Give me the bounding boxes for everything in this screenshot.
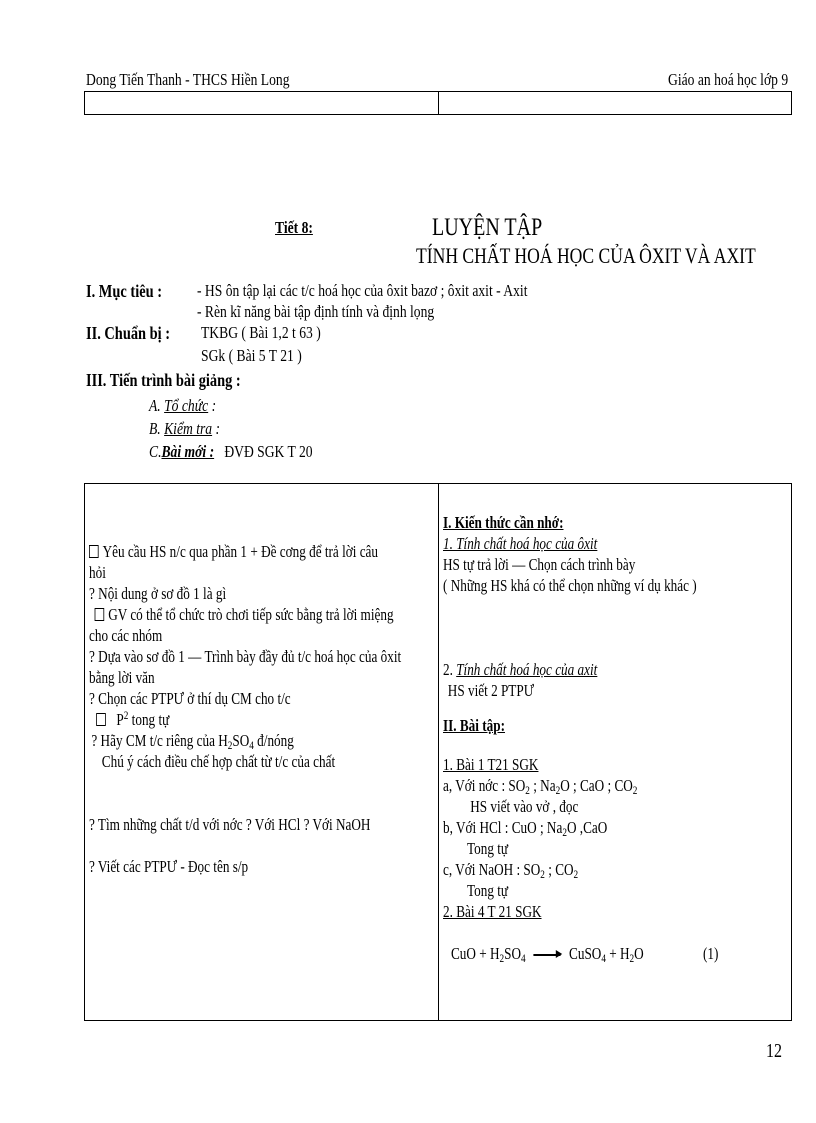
objectives-line-1: - HS ôn tập lại các t/c hoá học của ôxit bazơ ; ôxit axit - Axit	[197, 281, 528, 300]
right-line: 2. Tính chất hoá học của axit	[443, 660, 598, 679]
left-line: GV có thể tổ chức trò chơi tiếp sức bằng trả lời miệng	[89, 604, 401, 625]
right-heading-knowledge: I. Kiến thức cần nhớ:	[443, 513, 564, 532]
prep-line-1: TKBG ( Bài 1,2 t 63 )	[201, 323, 321, 342]
header-subject: Giáo an hoá học lớp 9	[667, 70, 788, 89]
left-line: Chú ý cách điều chế hợp chất từ t/c của chất	[101, 752, 336, 771]
arrow-right-icon	[534, 954, 561, 956]
header-author: Dong Tiến Thanh - THCS Hiền Long	[86, 70, 290, 89]
left-line: ? Dựa vào sơ đồ 1 — Trình bày đầy đủ t/c hoá học của ôxit	[89, 647, 402, 666]
process-item-c: C.Bài mới : ĐVĐ SGK T 20	[149, 442, 313, 461]
left-line: ? Tìm những chất t/d với nớc ? Với HCl ? Với NaOH	[89, 815, 371, 834]
page-subtitle: TÍNH CHẤT HOÁ HỌC CỦA ÔXIT VÀ AXIT	[416, 243, 756, 268]
equation-line: CuO + $H_2SO_4$ CuSO$_4$ + $H_2O$ (1)	[451, 944, 719, 965]
prep-line-2: SGk ( Bài 5 T 21 )	[201, 346, 302, 365]
left-line: hỏi	[89, 563, 106, 582]
right-line: Tong tự	[467, 839, 509, 858]
right-line: HS viết 2 PTPƯ	[447, 681, 534, 700]
right-line: b, Với HCl : CuO ; $Na_2O$ ,CaO	[443, 818, 608, 839]
left-line: bằng lời văn	[89, 668, 155, 687]
left-line: cho các nhóm	[89, 626, 163, 645]
right-line: 2. Bài 4 T 21 SGK	[443, 902, 542, 921]
right-column	[443, 512, 718, 964]
right-heading-exercises: II. Bài tập:	[443, 716, 505, 735]
checkbox-icon	[96, 713, 106, 726]
page-number: 12	[766, 1040, 782, 1062]
page-title: LUYỆN TẬP	[432, 214, 543, 241]
left-line: ? Chọn các PTPƯ ở thí dụ CM cho t/c	[89, 689, 291, 708]
right-line: HS tự trả lời — Chọn cách trình bày	[443, 555, 636, 574]
checkbox-icon	[89, 545, 99, 558]
left-column	[89, 541, 401, 877]
right-line: c, Với NaOH : $SO_2$ ; $CO_2$	[443, 860, 579, 881]
right-line: Tong tự	[467, 881, 509, 900]
right-line: a, Với nớc : $SO_2$ ; $Na_2O$ ; CaO ; $CO_2$	[443, 776, 638, 797]
left-line: ? Hãy CM t/c riêng của $H_2SO_4$ đ/nóng	[91, 731, 294, 752]
objectives-line-2: - Rèn kĩ năng bài tập định tính và định lọng	[197, 302, 435, 321]
header-table	[84, 91, 792, 115]
process-label: III. Tiến trình bài giảng :	[86, 370, 241, 390]
right-line: HS viết vào vở , đọc	[470, 797, 579, 816]
objectives-label: I. Mục tiêu :	[86, 281, 162, 301]
right-line: 1. Bài 1 T21 SGK	[443, 755, 539, 774]
process-item-b: B. Kiểm tra :	[149, 419, 221, 438]
left-line: $P^2$ tong tự	[89, 709, 401, 730]
lesson-label: Tiết 8:	[275, 218, 313, 237]
prep-label: II. Chuẩn bị :	[86, 323, 171, 343]
left-line: Yêu cầu HS n/c qua phần 1 + Đề cơng để trả lời câu	[89, 541, 401, 562]
checkbox-icon	[95, 608, 105, 621]
right-line: ( Những HS khá có thể chọn những ví dụ khác )	[443, 576, 697, 595]
left-line: ? Nội dung ở sơ đồ 1 là gì	[89, 584, 227, 603]
right-line: 1. Tính chất hoá học của ôxit	[443, 534, 598, 553]
left-line: ? Viết các PTPƯ - Đọc tên s/p	[89, 857, 249, 876]
process-item-a: A. Tổ chức :	[149, 396, 217, 415]
